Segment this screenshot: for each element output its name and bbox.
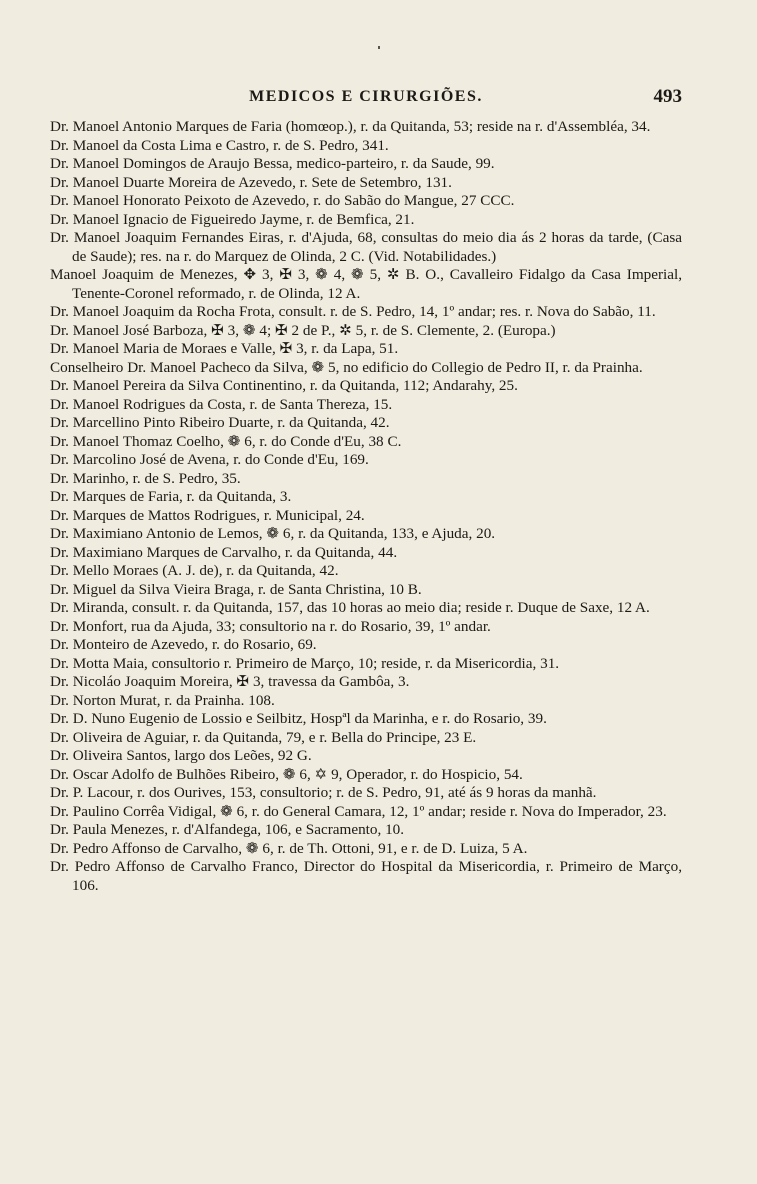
page-speck <box>378 46 380 49</box>
directory-entry: Manoel Joaquim de Menezes, ✥ 3, ✠ 3, ❁ 4, ❁ 5, ✲ B. O., Cavalleiro Fidalgo da Casa Imperial, Tenente-Coronel reformado, r. de Olinda, 12 A. <box>50 266 682 302</box>
directory-entry: Dr. Motta Maia, consultorio r. Primeiro de Março, 10; reside, r. da Misericordia, 31. <box>50 654 560 672</box>
directory-entry: Dr. Pedro Affonso de Carvalho Franco, Director do Hospital da Misericordia, r. Primeiro de Março, 106. <box>50 858 682 894</box>
directory-entry: Dr. Miranda, consult. r. da Quitanda, 157, das 10 horas ao meio dia; reside r. Duque de Saxe, 12 A. <box>50 599 650 616</box>
directory-entry: Dr. Manoel Joaquim Fernandes Eiras, r. d'Ajuda, 68, consultas do meio dia ás 2 horas da tarde, (Casa de Saude); res. na r. do Marquez de Olinda, 2 C. (Vid. Notabilidades.) <box>50 229 682 265</box>
directory-entry: Dr. D. Nuno Eugenio de Lossio e Seilbitz, Hospªl da Marinha, e r. do Rosario, 39. <box>50 710 547 727</box>
directory-entry: Dr. Maximiano Antonio de Lemos, ❁ 6, r. da Quitanda, 133, e Ajuda, 20. <box>50 525 496 542</box>
directory-entry: Dr. Norton Murat, r. da Prainha. 108. <box>50 691 275 709</box>
directory-entry: Dr. Manoel Maria de Moraes e Valle, ✠ 3, r. da Lapa, 51. <box>50 340 399 357</box>
directory-entry: Dr. Pedro Affonso de Carvalho, ❁ 6, r. de Th. Ottoni, 91, e r. de D. Luiza, 5 A. <box>50 839 528 857</box>
directory-entry: Dr. Nicoláo Joaquim Moreira, ✠ 3, travessa da Gambôa, 3. <box>50 673 410 690</box>
directory-entry: Dr. Oscar Adolfo de Bulhões Ribeiro, ❁ 6, ✡ 9, Operador, r. do Hospicio, 54. <box>50 765 523 783</box>
page-header <box>50 88 682 114</box>
directory-entry: Dr. Manoel Thomaz Coelho, ❁ 6, r. do Conde d'Eu, 38 C. <box>50 432 402 450</box>
directory-entry: Dr. Manoel da Costa Lima e Castro, r. de S. Pedro, 341. <box>50 136 389 154</box>
directory-entry: Dr. Paula Menezes, r. d'Alfandega, 106, e Sacramento, 10. <box>50 821 405 838</box>
directory-entry: Dr. Monteiro de Azevedo, r. do Rosario, 69. <box>50 636 317 653</box>
directory-entry: Dr. Manoel Pereira da Silva Continentino, r. da Quitanda, 112; Andarahy, 25. <box>50 377 518 394</box>
directory-entry: Dr. Manoel Joaquim da Rocha Frota, consult. r. de S. Pedro, 14, 1º andar; res. r. Nova do Sabão, 11. <box>50 303 656 320</box>
directory-entry: Dr. P. Lacour, r. dos Ourives, 153, consultorio; r. de S. Pedro, 91, até ás 9 horas da manhã. <box>50 784 597 801</box>
page-title: MEDICOS E CIRURGIÕES. <box>249 88 483 105</box>
directory-entry: Dr. Manoel Honorato Peixoto de Azevedo, r. do Sabão do Mangue, 27 CCC. <box>50 192 515 209</box>
directory-entry: Dr. Marcellino Pinto Ribeiro Duarte, r. da Quitanda, 42. <box>50 414 390 431</box>
directory-entry: Dr. Manoel Ignacio de Figueiredo Jayme, r. de Bemfica, 21. <box>50 210 415 228</box>
directory-entry: Dr. Paulino Corrêa Vidigal, ❁ 6, r. do General Camara, 12, 1º andar; reside r. Nova do Imperador, 23. <box>50 802 667 820</box>
directory-entry: Dr. Oliveira Santos, largo dos Leões, 92 G. <box>50 747 312 764</box>
directory-entry: Dr. Oliveira de Aguiar, r. da Quitanda, 79, e r. Bella do Principe, 23 E. <box>50 728 477 746</box>
directory-entry: Dr. Manoel Antonio Marques de Faria (homœop.), r. da Quitanda, 53; reside na r. d'Assembléa, 34. <box>50 118 651 135</box>
directory-entry: Dr. Marinho, r. de S. Pedro, 35. <box>50 469 241 487</box>
directory-entry: Dr. Manoel Rodrigues da Costa, r. de Santa Thereza, 15. <box>50 395 393 413</box>
directory-entry: Conselheiro Dr. Manoel Pacheco da Silva, ❁ 5, no edificio do Collegio de Pedro II, r. da Prainha. <box>50 358 643 376</box>
directory-entry: Dr. Marcolino José de Avena, r. do Conde d'Eu, 169. <box>50 451 369 468</box>
directory-entry: Dr. Monfort, rua da Ajuda, 33; consultorio na r. do Rosario, 39, 1º andar. <box>50 617 491 635</box>
directory-entry: Dr. Manoel Domingos de Araujo Bessa, medico-parteiro, r. da Saude, 99. <box>50 155 495 172</box>
directory-entry: Dr. Manoel José Barboza, ✠ 3, ❁ 4; ✠ 2 de P., ✲ 5, r. de S. Clemente, 2. (Europa.) <box>50 321 556 339</box>
directory-entry: Dr. Marques de Faria, r. da Quitanda, 3. <box>50 488 292 505</box>
directory-entry: Dr. Maximiano Marques de Carvalho, r. da Quitanda, 44. <box>50 543 398 561</box>
directory-entry: Dr. Miguel da Silva Vieira Braga, r. de Santa Christina, 10 B. <box>50 580 422 598</box>
directory-entry: Dr. Manoel Duarte Moreira de Azevedo, r. Sete de Setembro, 131. <box>50 173 452 191</box>
directory-entry: Dr. Mello Moraes (A. J. de), r. da Quitanda, 42. <box>50 562 339 579</box>
directory-list <box>50 118 682 895</box>
page-number: 493 <box>653 86 682 107</box>
directory-entry: Dr. Marques de Mattos Rodrigues, r. Municipal, 24. <box>50 506 365 524</box>
